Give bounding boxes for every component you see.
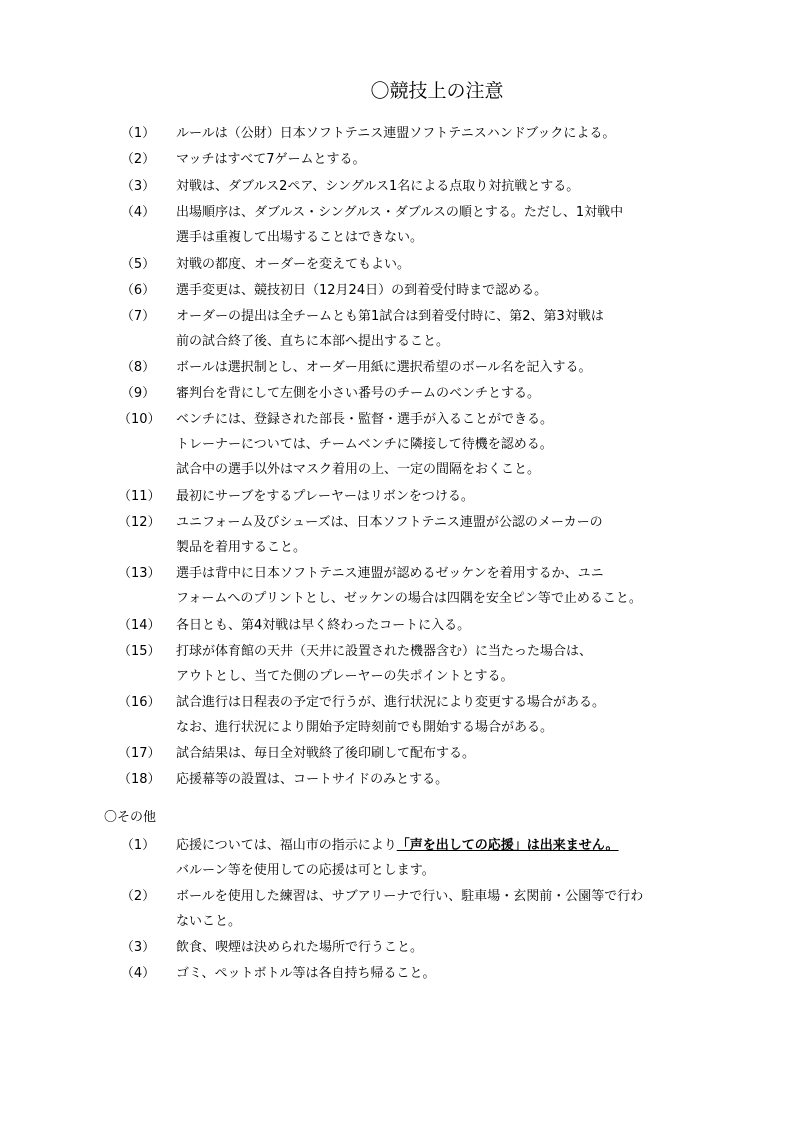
page-title: 〇競技上の注意 bbox=[370, 80, 504, 102]
rule-number: （5） bbox=[120, 257, 156, 272]
rule-text: アウトとし、当てた側のプレーヤーの失ポイントとする。 bbox=[176, 669, 514, 684]
rule-number: （9） bbox=[120, 386, 156, 401]
other-text: ボールを使用した練習は、サブアリーナで行い、駐車場・玄関前・公園等で行わ bbox=[176, 889, 644, 904]
rule-number: （13） bbox=[118, 566, 161, 581]
rule-text: 試合進行は日程表の予定で行うが、進行状況により変更する場合がある。 bbox=[176, 695, 606, 710]
other-text: 飲食、喫煙は決められた場所で行うこと。 bbox=[176, 940, 424, 955]
rule-text: 選手は背中に日本ソフトテニス連盟が認めるゼッケンを着用するか、ユニ bbox=[176, 566, 604, 581]
rule-text: 対戦は、ダブルス2ペア、シングルス1名による点取り対抗戦とする。 bbox=[176, 179, 580, 194]
rule-text: 応援幕等の設置は、コートサイドのみとする。 bbox=[176, 772, 449, 787]
rule-text: ルールは（公財）日本ソフトテニス連盟ソフトテニスハンドブックによる。 bbox=[176, 126, 616, 141]
other-section-title: 〇その他 bbox=[104, 810, 157, 825]
other-text: バルーン等を使用しての応援は可とします。 bbox=[176, 863, 435, 878]
rule-number: （16） bbox=[118, 695, 161, 710]
rule-text: フォームへのプリントとし、ゼッケンの場合は四隅を安全ピン等で止めること。 bbox=[176, 591, 642, 606]
other-number: （4） bbox=[120, 966, 156, 981]
rule-number: （7） bbox=[120, 309, 156, 324]
rule-number: （4） bbox=[120, 205, 156, 220]
rule-text: なお、進行状況により開始予定時刻前でも開始する場合がある。 bbox=[176, 720, 554, 735]
other-text: ないこと。 bbox=[176, 914, 242, 929]
rule-text: 対戦の都度、オーダーを変えてもよい。 bbox=[176, 257, 411, 272]
emphasis-text: 「声を出しての応援」は出来ません。 bbox=[396, 838, 619, 853]
other-number: （3） bbox=[120, 940, 156, 955]
rule-text: ベンチには、登録された部長・監督・選手が入ることができる。 bbox=[176, 412, 554, 427]
other-text-prefix: 応援については、福山市の指示により bbox=[176, 838, 397, 853]
rule-text: 選手変更は、競技初日（12月24日）の到着受付時まで認める。 bbox=[176, 283, 548, 298]
rule-number: （2） bbox=[120, 152, 156, 167]
other-number: （1） bbox=[120, 838, 156, 853]
rule-text: 出場順序は、ダブルス・シングルス・ダブルスの順とする。ただし、1対戦中 bbox=[176, 205, 624, 220]
rule-text: 最初にサーブをするプレーヤーはリボンをつける。 bbox=[176, 489, 474, 504]
rule-text: 打球が体育館の天井（天井に設置された機器含む）に当たった場合は、 bbox=[176, 644, 593, 659]
rule-number: （1） bbox=[120, 126, 156, 141]
rule-text: ボールは選択制とし、オーダー用紙に選択希望のボール名を記入する。 bbox=[176, 360, 592, 375]
rule-number: （6） bbox=[120, 283, 156, 298]
other-text bbox=[176, 835, 619, 857]
rule-number: （10） bbox=[118, 412, 161, 427]
other-text: ゴミ、ペットボトル等は各自持ち帰ること。 bbox=[176, 966, 436, 981]
rule-text: 製品を着用すること。 bbox=[176, 540, 307, 555]
rule-number: （3） bbox=[120, 179, 156, 194]
rule-text: 審判台を背にして左側を小さい番号のチームのベンチとする。 bbox=[176, 386, 541, 401]
rule-number: （12） bbox=[118, 515, 161, 530]
rule-text: 試合結果は、毎日全対戦終了後印刷して配布する。 bbox=[176, 746, 476, 761]
rule-text: トレーナーについては、チームベンチに隣接して待機を認める。 bbox=[176, 437, 553, 452]
rule-number: （8） bbox=[120, 360, 156, 375]
rule-number: （18） bbox=[118, 772, 161, 787]
rule-text: 選手は重複して出場することはできない。 bbox=[176, 230, 424, 245]
rule-number: （11） bbox=[118, 489, 161, 504]
rule-number: （14） bbox=[118, 618, 161, 633]
rule-number: （17） bbox=[118, 746, 161, 761]
rule-text: マッチはすべて7ゲームとする。 bbox=[176, 152, 366, 167]
rule-text: オーダーの提出は全チームとも第1試合は到着受付時に、第2、第3対戦は bbox=[176, 309, 604, 324]
rule-text: 試合中の選手以外はマスク着用の上、一定の間隔をおくこと。 bbox=[176, 462, 541, 477]
rule-text: 前の試合終了後、直ちに本部へ提出すること。 bbox=[176, 334, 450, 349]
rule-number: （15） bbox=[118, 644, 161, 659]
other-number: （2） bbox=[120, 889, 156, 904]
rule-text: 各日とも、第4対戦は早く終わったコートに入る。 bbox=[176, 618, 471, 633]
rule-text: ユニフォーム及びシューズは、日本ソフトテニス連盟が公認のメーカーの bbox=[176, 515, 603, 530]
